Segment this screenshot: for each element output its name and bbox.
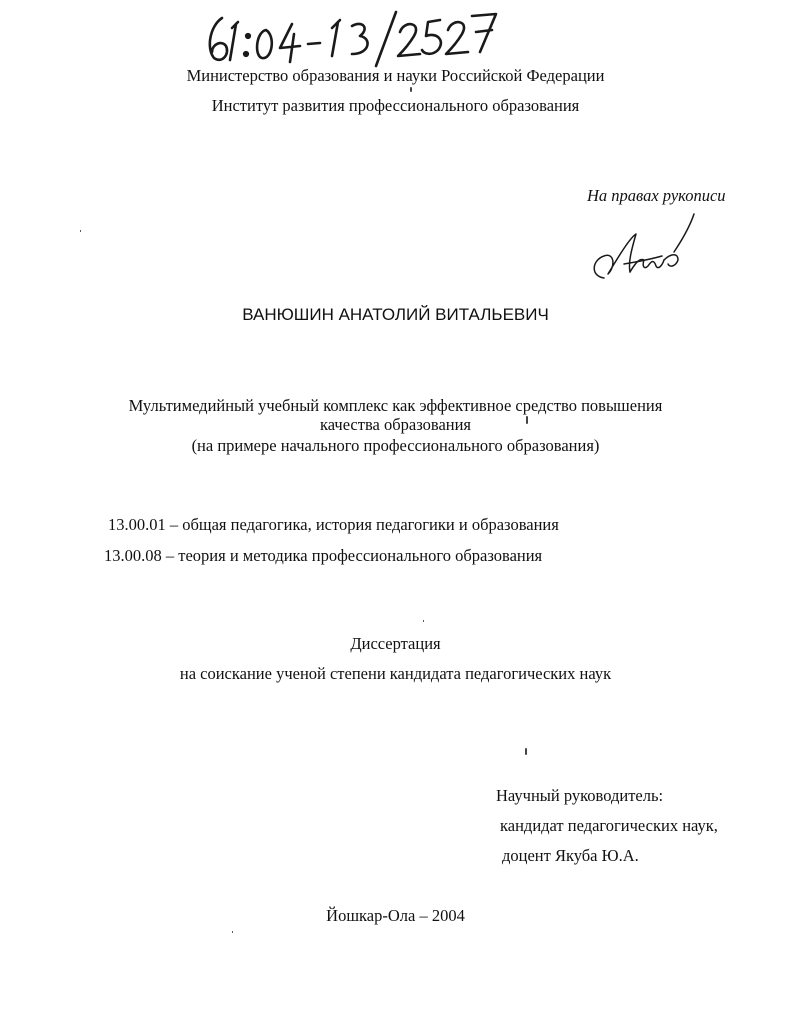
- supervisor-label: Научный руководитель:: [496, 786, 664, 805]
- supervisor-name: доцент Якуба Ю.А.: [502, 846, 639, 865]
- scan-speck: [525, 748, 527, 755]
- degree-line: на соискание ученой степени кандидата педагогических наук: [179, 664, 612, 683]
- signature: [586, 208, 696, 288]
- dissertation-title-line-3: (на примере начального профессионального образования): [191, 436, 600, 455]
- work-type: Диссертация: [350, 634, 441, 653]
- handwritten-archive-code: [200, 8, 500, 68]
- scan-speck: [232, 931, 233, 933]
- manuscript-note: На правах рукописи: [587, 186, 726, 205]
- dissertation-title-line-2: качества образования: [319, 415, 472, 434]
- scan-speck: [410, 87, 412, 92]
- specialty-1: 13.00.01 – общая педагогика, история педагогики и образования: [108, 515, 559, 534]
- scan-speck: [80, 230, 81, 232]
- dissertation-title-line-1: Мультимедийный учебный комплекс как эффективное средство повышения: [128, 396, 663, 415]
- institute-line: Институт развития профессионального образования: [211, 96, 580, 115]
- city-year: Йошкар-Ола – 2004: [326, 906, 465, 925]
- specialty-2: 13.00.08 – теория и методика профессионального образования: [104, 546, 543, 565]
- supervisor-degree: кандидат педагогических наук,: [500, 816, 718, 835]
- ministry-line: Министерство образования и науки Российской Федерации: [186, 66, 605, 85]
- author-name: ВАНЮШИН АНАТОЛИЙ ВИТАЛЬЕВИЧ: [242, 305, 549, 324]
- scan-speck: [423, 620, 424, 622]
- scan-speck: [526, 416, 528, 424]
